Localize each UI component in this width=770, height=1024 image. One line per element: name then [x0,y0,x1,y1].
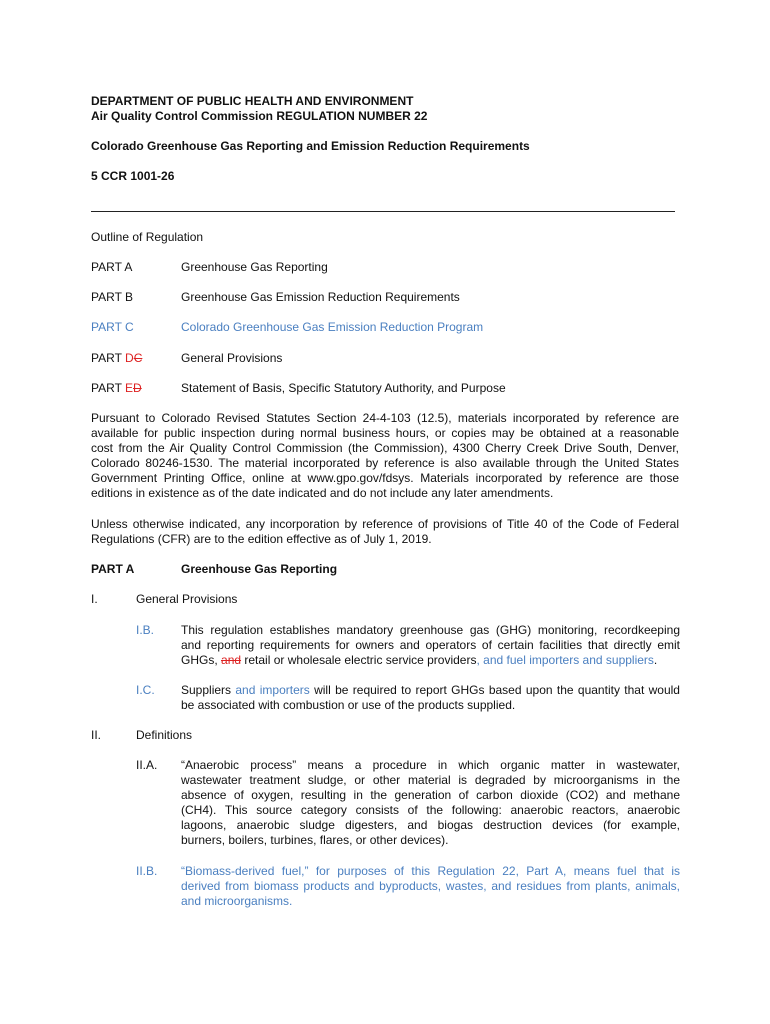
inserted-text: , and fuel importers and suppliers [476,653,654,667]
text-run: will be required to report GHGs based upon the quantity that would [309,683,680,697]
paragraph-line: be associated with combustion or use of the products supplied. [181,698,516,712]
paragraph-line: burners, boilers, turbines, flares, or other devices). [181,833,449,847]
item-iib-text [181,864,680,909]
outline-heading: Outline of Regulation [91,230,204,244]
outline-part-e-title: Statement of Basis, Specific Statutory Authority, and Purpose [181,381,506,395]
text-run: Suppliers [181,683,236,697]
text-run: GHGs, [181,653,222,667]
paragraph-line: (CH4). This source category consists of the following: anaerobic reactors, anaerobic [181,803,680,817]
horizontal-divider [91,211,675,212]
outline-part-b-title: Greenhouse Gas Emission Reduction Requirements [181,290,460,304]
department-heading: DEPARTMENT OF PUBLIC HEALTH AND ENVIRONMENT [91,94,414,108]
section-1-number: I. [91,592,98,606]
item-ib-number: I.B. [136,623,155,637]
commission-heading: Air Quality Control Commission REGULATION NUMBER 22 [91,109,428,123]
paragraph-line: available for public inspection during normal business hours, or copies may be obtained at a reasonable [91,426,679,440]
part-label-prefix: PART [91,381,126,395]
item-iib-number: II.B. [136,864,158,878]
deleted-letter: D [133,381,142,395]
outline-part-a-title: Greenhouse Gas Reporting [181,260,328,274]
incorporation-paragraph [91,411,679,501]
paragraph-line [181,683,680,698]
inserted-text: and importers [235,683,310,697]
inserted-letter: D [125,351,134,365]
paragraph-line: absence of oxygen, resulting in the generation of carbon dioxide (CO2) and methane [181,788,680,802]
cfr-paragraph [91,517,679,547]
item-ic-text [181,683,680,713]
part-a-title: Greenhouse Gas Reporting [181,562,338,576]
outline-part-b-label: PART B [91,290,134,304]
section-2-title: Definitions [136,728,193,742]
regulation-title: Colorado Greenhouse Gas Reporting and Emission Reduction Requirements [91,139,530,153]
outline-part-e-label [91,381,142,396]
outline-part-d-label [91,351,142,366]
paragraph-line: derived from biomass products and byproducts, wastes, and residues from plants, animals, [181,879,680,893]
paragraph-line: Unless otherwise indicated, any incorporation by reference of provisions of Title 40 of the Code of Federal [91,517,679,531]
paragraph-line: Colorado 80246-1530. The material incorporated by reference is also available through the United States [91,456,679,470]
outline-part-c-title: Colorado Greenhouse Gas Emission Reduction Program [181,320,484,334]
deleted-letter: C [133,351,143,365]
paragraph-line: “Biomass-derived fuel,” for purposes of this Regulation 22, Part A, means fuel that is [181,864,680,878]
outline-part-c-label: PART C [91,320,134,334]
deleted-text: and [221,653,242,667]
text-run: . [653,653,658,667]
part-label-prefix: PART [91,351,126,365]
item-ib-text [181,623,680,668]
paragraph-line: editions in existence as of the date indicated and do not include any later amendments. [91,486,554,500]
item-ic-number: I.C. [136,683,155,697]
paragraph-line: lagoons, anaerobic sludge digesters, and biogas destruction devices (for example, [181,818,680,832]
paragraph-line: and microorganisms. [181,894,293,908]
paragraph-line: Pursuant to Colorado Revised Statutes Section 24-4-103 (12.5), materials incorporated by reference are [91,411,679,425]
outline-part-d-title: General Provisions [181,351,283,365]
paragraph-line: This regulation establishes mandatory greenhouse gas (GHG) monitoring, recordkeeping [181,623,680,637]
paragraph-line: Government Printing Office, online at www.gpo.gov/fdsys. Materials incorporated by reference are those [91,471,679,485]
paragraph-line: and reporting requirements for owners and operators of certain facilities that directly emit [181,638,680,652]
section-1-title: General Provisions [136,592,238,606]
outline-part-a-label: PART A [91,260,133,274]
paragraph-line [181,653,680,668]
paragraph-line: “Anaerobic process” means a procedure in which organic matter in wastewater, [181,758,680,772]
inserted-letter: E [125,381,134,395]
section-2-number: II. [91,728,102,742]
item-iia-number: II.A. [136,758,158,772]
item-iia-text [181,758,680,848]
part-a-label: PART A [91,562,135,576]
paragraph-line: wastewater treatment sludge, or other material is degraded by microorganisms in the [181,773,680,787]
paragraph-line: Regulations (CFR) are to the edition effective as of July 1, 2019. [91,532,432,546]
ccr-number: 5 CCR 1001-26 [91,169,175,183]
text-run: retail or wholesale electric service providers [241,653,477,667]
paragraph-line: cost from the Air Quality Control Commission (the Commission), 4300 Cherry Creek Drive South, Denver, [91,441,679,455]
